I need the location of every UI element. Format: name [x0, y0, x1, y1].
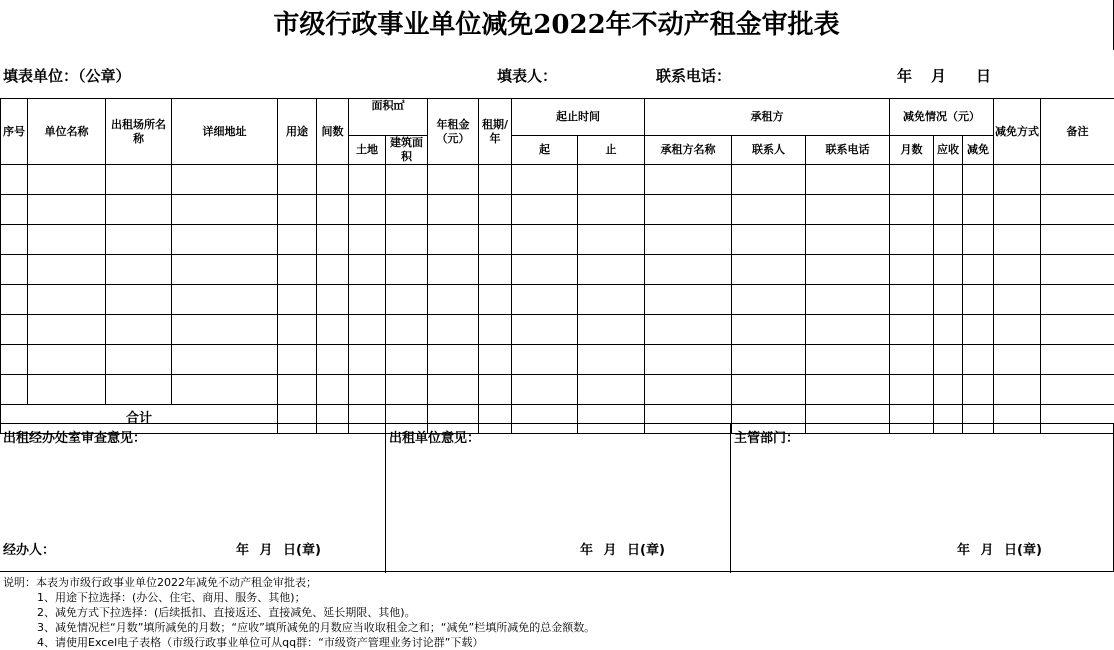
form-title: 市级行政事业单位减免2022年不动产租金审批表 [0, 0, 1114, 50]
cell[interactable] [890, 195, 934, 225]
note-item: 4、请使用Excel电子表格（市级行政事业单位可从qq群：“市级资产管理业务讨论群”下载） [37, 636, 484, 649]
cell[interactable] [172, 225, 278, 255]
notes-section [0, 575, 1114, 650]
cell[interactable] [1041, 255, 1114, 285]
cell[interactable] [963, 315, 994, 345]
cell[interactable] [963, 165, 994, 195]
cell[interactable] [934, 165, 963, 195]
cell[interactable] [479, 195, 512, 225]
cell[interactable] [1041, 315, 1114, 345]
cell[interactable] [994, 345, 1041, 375]
rent-approval-table [0, 98, 1114, 434]
cell[interactable] [578, 165, 645, 195]
date-month: 月 [931, 67, 947, 85]
note-item: 2、减免方式下拉选择：(后续抵扣、直接返还、直接减免、延长期限、其他)。 [37, 606, 416, 619]
cell[interactable] [963, 345, 994, 375]
cell[interactable] [806, 255, 890, 285]
cell[interactable] [806, 315, 890, 345]
cell[interactable] [278, 345, 317, 375]
cell[interactable] [428, 255, 479, 285]
cell[interactable] [806, 165, 890, 195]
cell[interactable] [963, 375, 994, 405]
dept-opinion-box[interactable] [731, 424, 1113, 573]
cell[interactable] [994, 195, 1041, 225]
cell[interactable] [278, 255, 317, 285]
cell[interactable] [106, 195, 172, 225]
cell[interactable] [106, 255, 172, 285]
cell[interactable] [732, 375, 806, 405]
cell[interactable] [934, 285, 963, 315]
cell[interactable] [28, 255, 106, 285]
cell[interactable] [278, 195, 317, 225]
cell[interactable] [479, 165, 512, 195]
cell[interactable] [890, 255, 934, 285]
col-building-area: 建筑面积 [386, 136, 428, 165]
col-remark: 备注 [1041, 99, 1114, 165]
cell[interactable] [1, 255, 28, 285]
cell[interactable] [963, 225, 994, 255]
cell[interactable] [994, 165, 1041, 195]
cell[interactable] [732, 225, 806, 255]
note-item: 3、减免情况栏“月数”填所减免的月数；“应收”填所减免的月数应当收取租金之和；“减免”栏填所减免的总金额数。 [37, 621, 596, 634]
cell[interactable] [934, 225, 963, 255]
cell[interactable] [317, 225, 349, 255]
cell[interactable] [578, 315, 645, 345]
cell[interactable] [963, 255, 994, 285]
table-row [1, 225, 1114, 255]
cell[interactable] [479, 375, 512, 405]
total-label: 合计 [1, 405, 278, 434]
cell[interactable] [428, 315, 479, 345]
cell[interactable] [994, 315, 1041, 345]
cell[interactable] [349, 315, 386, 345]
cell[interactable] [349, 225, 386, 255]
col-period: 起止时间 [512, 99, 645, 136]
cell[interactable] [1041, 165, 1114, 195]
date-year: 年 [897, 67, 913, 85]
cell[interactable] [963, 285, 994, 315]
cell[interactable] [1041, 285, 1114, 315]
cell[interactable] [732, 195, 806, 225]
cell[interactable] [1, 195, 28, 225]
cell[interactable] [1, 285, 28, 315]
cell[interactable] [349, 165, 386, 195]
cell[interactable] [28, 225, 106, 255]
cell[interactable] [806, 375, 890, 405]
cell[interactable] [172, 165, 278, 195]
col-unit-name: 单位名称 [28, 99, 106, 165]
cell[interactable] [172, 375, 278, 405]
cell[interactable] [386, 345, 428, 375]
cell[interactable] [578, 225, 645, 255]
cell[interactable] [934, 195, 963, 225]
cell[interactable] [386, 255, 428, 285]
cell[interactable] [28, 345, 106, 375]
cell[interactable] [106, 315, 172, 345]
cell[interactable] [732, 315, 806, 345]
cell[interactable] [386, 285, 428, 315]
filler-label: 填表人： [497, 67, 558, 85]
table-row [1, 345, 1114, 375]
col-land: 土地 [349, 136, 386, 165]
col-end: 止 [578, 136, 645, 165]
cell[interactable] [28, 315, 106, 345]
cell[interactable] [479, 225, 512, 255]
cell[interactable] [578, 195, 645, 225]
cell[interactable] [512, 225, 578, 255]
cell[interactable] [645, 315, 732, 345]
col-reduction-method: 减免方式 [994, 99, 1041, 165]
col-tenant-name: 承租方名称 [645, 136, 732, 165]
office-sign-date: 年 月 日(章) [236, 543, 321, 558]
cell[interactable] [386, 375, 428, 405]
cell[interactable] [934, 345, 963, 375]
cell[interactable] [934, 315, 963, 345]
cell[interactable] [890, 345, 934, 375]
cell[interactable] [890, 165, 934, 195]
cell[interactable] [479, 315, 512, 345]
dept-sign-date: 年 月 日(章) [957, 543, 1042, 558]
cell[interactable] [386, 315, 428, 345]
cell[interactable] [806, 225, 890, 255]
col-contact-phone: 联系电话 [806, 136, 890, 165]
handler-label: 经办人： [3, 543, 56, 558]
cell[interactable] [578, 375, 645, 405]
cell[interactable] [1041, 195, 1114, 225]
cell[interactable] [172, 345, 278, 375]
col-contact: 联系人 [732, 136, 806, 165]
cell[interactable] [172, 255, 278, 285]
cell[interactable] [317, 315, 349, 345]
cell[interactable] [428, 345, 479, 375]
cell[interactable] [890, 315, 934, 345]
table-row [1, 285, 1114, 315]
cell[interactable] [934, 375, 963, 405]
cell[interactable] [512, 165, 578, 195]
phone-label: 联系电话： [656, 67, 732, 85]
cell[interactable] [578, 345, 645, 375]
cell[interactable] [645, 195, 732, 225]
cell[interactable] [317, 345, 349, 375]
cell[interactable] [890, 225, 934, 255]
col-start: 起 [512, 136, 578, 165]
col-months: 月数 [890, 136, 934, 165]
table-row [1, 375, 1114, 405]
filling-unit-label: 填表单位：（公章） [3, 67, 131, 85]
col-address: 详细地址 [172, 99, 278, 165]
cell[interactable] [106, 165, 172, 195]
cell[interactable] [806, 285, 890, 315]
col-seq: 序号 [1, 99, 28, 165]
cell[interactable] [479, 255, 512, 285]
cell[interactable] [512, 255, 578, 285]
cell[interactable] [1, 345, 28, 375]
cell[interactable] [1, 225, 28, 255]
cell[interactable] [349, 195, 386, 225]
cell[interactable] [349, 345, 386, 375]
cell[interactable] [106, 345, 172, 375]
cell[interactable] [28, 165, 106, 195]
cell[interactable] [994, 285, 1041, 315]
cell[interactable] [428, 165, 479, 195]
office-opinion-label: 出租经办处室审查意见： [3, 431, 147, 446]
cell[interactable] [963, 195, 994, 225]
col-site-name: 出租场所名称 [106, 99, 172, 165]
cell[interactable] [28, 195, 106, 225]
cell[interactable] [106, 375, 172, 405]
cell[interactable] [428, 195, 479, 225]
note-item: 1、用途下拉选择：(办公、住宅、商用、服务、其他)； [37, 591, 306, 604]
cell[interactable] [317, 165, 349, 195]
office-opinion-box[interactable] [0, 424, 386, 573]
cell[interactable] [278, 315, 317, 345]
unit-opinion-label: 出租单位意见： [389, 431, 481, 446]
cell[interactable] [578, 285, 645, 315]
cell[interactable] [645, 345, 732, 375]
cell[interactable] [172, 195, 278, 225]
cell[interactable] [172, 315, 278, 345]
cell[interactable] [806, 345, 890, 375]
cell[interactable] [578, 255, 645, 285]
col-receivable: 应收 [934, 136, 963, 165]
opinions-section [0, 423, 1114, 572]
cell[interactable] [645, 255, 732, 285]
cell[interactable] [1, 315, 28, 345]
col-area: 面积㎡ [349, 99, 428, 136]
cell[interactable] [934, 255, 963, 285]
cell[interactable] [512, 195, 578, 225]
cell[interactable] [479, 345, 512, 375]
cell[interactable] [28, 285, 106, 315]
cell[interactable] [479, 285, 512, 315]
col-tenant: 承租方 [645, 99, 890, 136]
table-row [1, 315, 1114, 345]
cell[interactable] [732, 255, 806, 285]
cell[interactable] [386, 165, 428, 195]
unit-sign-date: 年 月 日(章) [580, 543, 665, 558]
cell[interactable] [349, 285, 386, 315]
cell[interactable] [645, 165, 732, 195]
cell[interactable] [349, 255, 386, 285]
cell[interactable] [106, 285, 172, 315]
cell[interactable] [1041, 345, 1114, 375]
cell[interactable] [512, 285, 578, 315]
cell[interactable] [890, 375, 934, 405]
cell[interactable] [645, 285, 732, 315]
table-row [1, 255, 1114, 285]
cell[interactable] [512, 375, 578, 405]
cell[interactable] [645, 375, 732, 405]
dept-opinion-label: 主管部门： [734, 431, 800, 446]
table-row [1, 195, 1114, 225]
cell[interactable] [428, 225, 479, 255]
cell[interactable] [512, 315, 578, 345]
cell[interactable] [428, 285, 479, 315]
cell[interactable] [386, 225, 428, 255]
col-annual-rent: 年租金（元） [428, 99, 479, 165]
cell[interactable] [317, 285, 349, 315]
table-row [1, 165, 1114, 195]
note-intro: 说明：本表为市级行政事业单位2022年减免不动产租金审批表； [3, 576, 317, 589]
cell[interactable] [732, 285, 806, 315]
cell[interactable] [994, 225, 1041, 255]
cell[interactable] [512, 345, 578, 375]
cell[interactable] [1, 375, 28, 405]
cell[interactable] [732, 345, 806, 375]
cell[interactable] [317, 375, 349, 405]
cell[interactable] [278, 375, 317, 405]
cell[interactable] [1041, 225, 1114, 255]
cell[interactable] [806, 195, 890, 225]
cell[interactable] [732, 165, 806, 195]
col-rooms: 间数 [317, 99, 349, 165]
cell[interactable] [645, 225, 732, 255]
col-term: 租期/年 [479, 99, 512, 165]
cell[interactable] [386, 195, 428, 225]
col-reduction: 减免情况（元） [890, 99, 994, 136]
cell[interactable] [994, 375, 1041, 405]
cell[interactable] [28, 375, 106, 405]
cell[interactable] [317, 255, 349, 285]
col-usage: 用途 [278, 99, 317, 165]
cell[interactable] [890, 285, 934, 315]
cell[interactable] [106, 225, 172, 255]
cell[interactable] [349, 375, 386, 405]
date-day: 日 [976, 67, 992, 85]
col-reduced: 减免 [963, 136, 994, 165]
cell[interactable] [1, 165, 28, 195]
cell[interactable] [994, 255, 1041, 285]
cell[interactable] [278, 285, 317, 315]
cell[interactable] [1041, 375, 1114, 405]
cell[interactable] [172, 285, 278, 315]
cell[interactable] [278, 165, 317, 195]
unit-opinion-box[interactable] [386, 424, 731, 573]
cell[interactable] [428, 375, 479, 405]
cell[interactable] [278, 225, 317, 255]
cell[interactable] [317, 195, 349, 225]
